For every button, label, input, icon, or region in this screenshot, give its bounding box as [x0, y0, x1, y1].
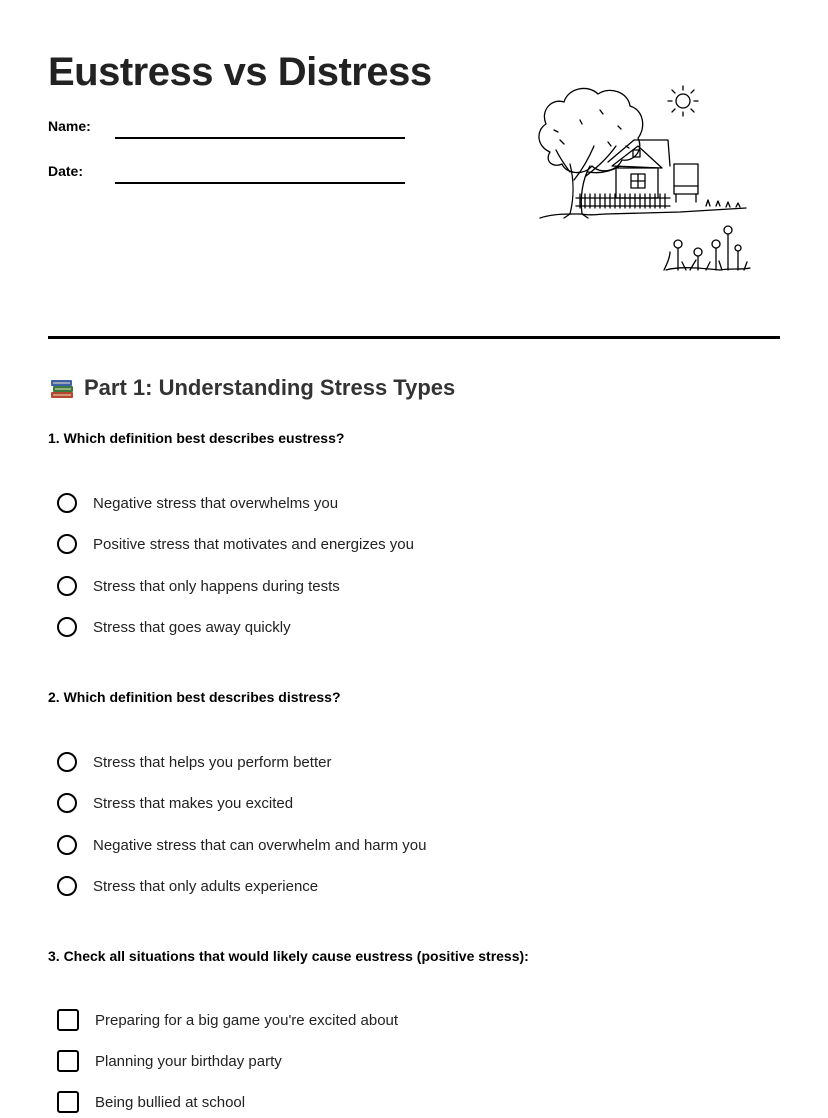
radio-button[interactable] [57, 576, 77, 596]
name-line[interactable] [115, 137, 405, 139]
part1-heading [48, 374, 455, 402]
checkbox[interactable] [57, 1091, 79, 1113]
option-label: Stress that only happens during tests [93, 577, 340, 595]
radio-button[interactable] [57, 534, 77, 554]
option-label: Stress that makes you excited [93, 794, 294, 812]
q2-option-3[interactable] [57, 832, 427, 858]
radio-button[interactable] [57, 835, 77, 855]
option-label: Stress that helps you perform better [93, 753, 332, 771]
option-label: Positive stress that motivates and energizes you [93, 535, 414, 553]
q3-option-2[interactable] [57, 1048, 282, 1074]
q1-option-2[interactable] [57, 531, 414, 557]
q1-option-3[interactable] [57, 573, 340, 599]
q2-option-1[interactable] [57, 749, 331, 775]
radio-button[interactable] [57, 493, 77, 513]
name-label: Name: [48, 118, 91, 134]
house-tree-sun-flowers-drawing [530, 80, 760, 280]
house-icon [576, 140, 746, 214]
option-label: Stress that goes away quickly [93, 618, 291, 636]
q1-option-1[interactable] [57, 490, 338, 516]
sun-icon [668, 86, 698, 116]
q3-option-3[interactable] [57, 1089, 245, 1115]
radio-button[interactable] [57, 793, 77, 813]
radio-button[interactable] [57, 876, 77, 896]
checkbox[interactable] [57, 1050, 79, 1072]
question-1: 1. Which definition best describes eustress? [48, 430, 345, 446]
radio-button[interactable] [57, 752, 77, 772]
option-label: Stress that only adults experience [93, 877, 319, 895]
option-label: Being bullied at school [95, 1093, 246, 1111]
date-label: Date: [48, 163, 84, 179]
date-line[interactable] [115, 182, 405, 184]
q2-option-4[interactable] [57, 873, 318, 899]
question-2: 2. Which definition best describes distress? [48, 689, 341, 705]
radio-button[interactable] [57, 617, 77, 637]
flowers-icon [664, 226, 750, 270]
checkbox[interactable] [57, 1009, 79, 1031]
part1-title: Part 1: Understanding Stress Types [84, 375, 456, 400]
q3-option-1[interactable] [57, 1007, 398, 1033]
section-divider [48, 336, 780, 339]
option-label: Planning your birthday party [95, 1052, 282, 1070]
q2-option-2[interactable] [57, 790, 293, 816]
books-icon [48, 374, 76, 402]
q1-option-4[interactable] [57, 614, 291, 640]
option-label: Negative stress that can overwhelm and harm you [93, 836, 427, 854]
worksheet-title: Eustress vs Distress [48, 50, 432, 94]
question-3: 3. Check all situations that would likely cause eustress (positive stress): [48, 948, 529, 964]
option-label: Preparing for a big game you're excited about [95, 1011, 399, 1029]
option-label: Negative stress that overwhelms you [93, 494, 339, 512]
